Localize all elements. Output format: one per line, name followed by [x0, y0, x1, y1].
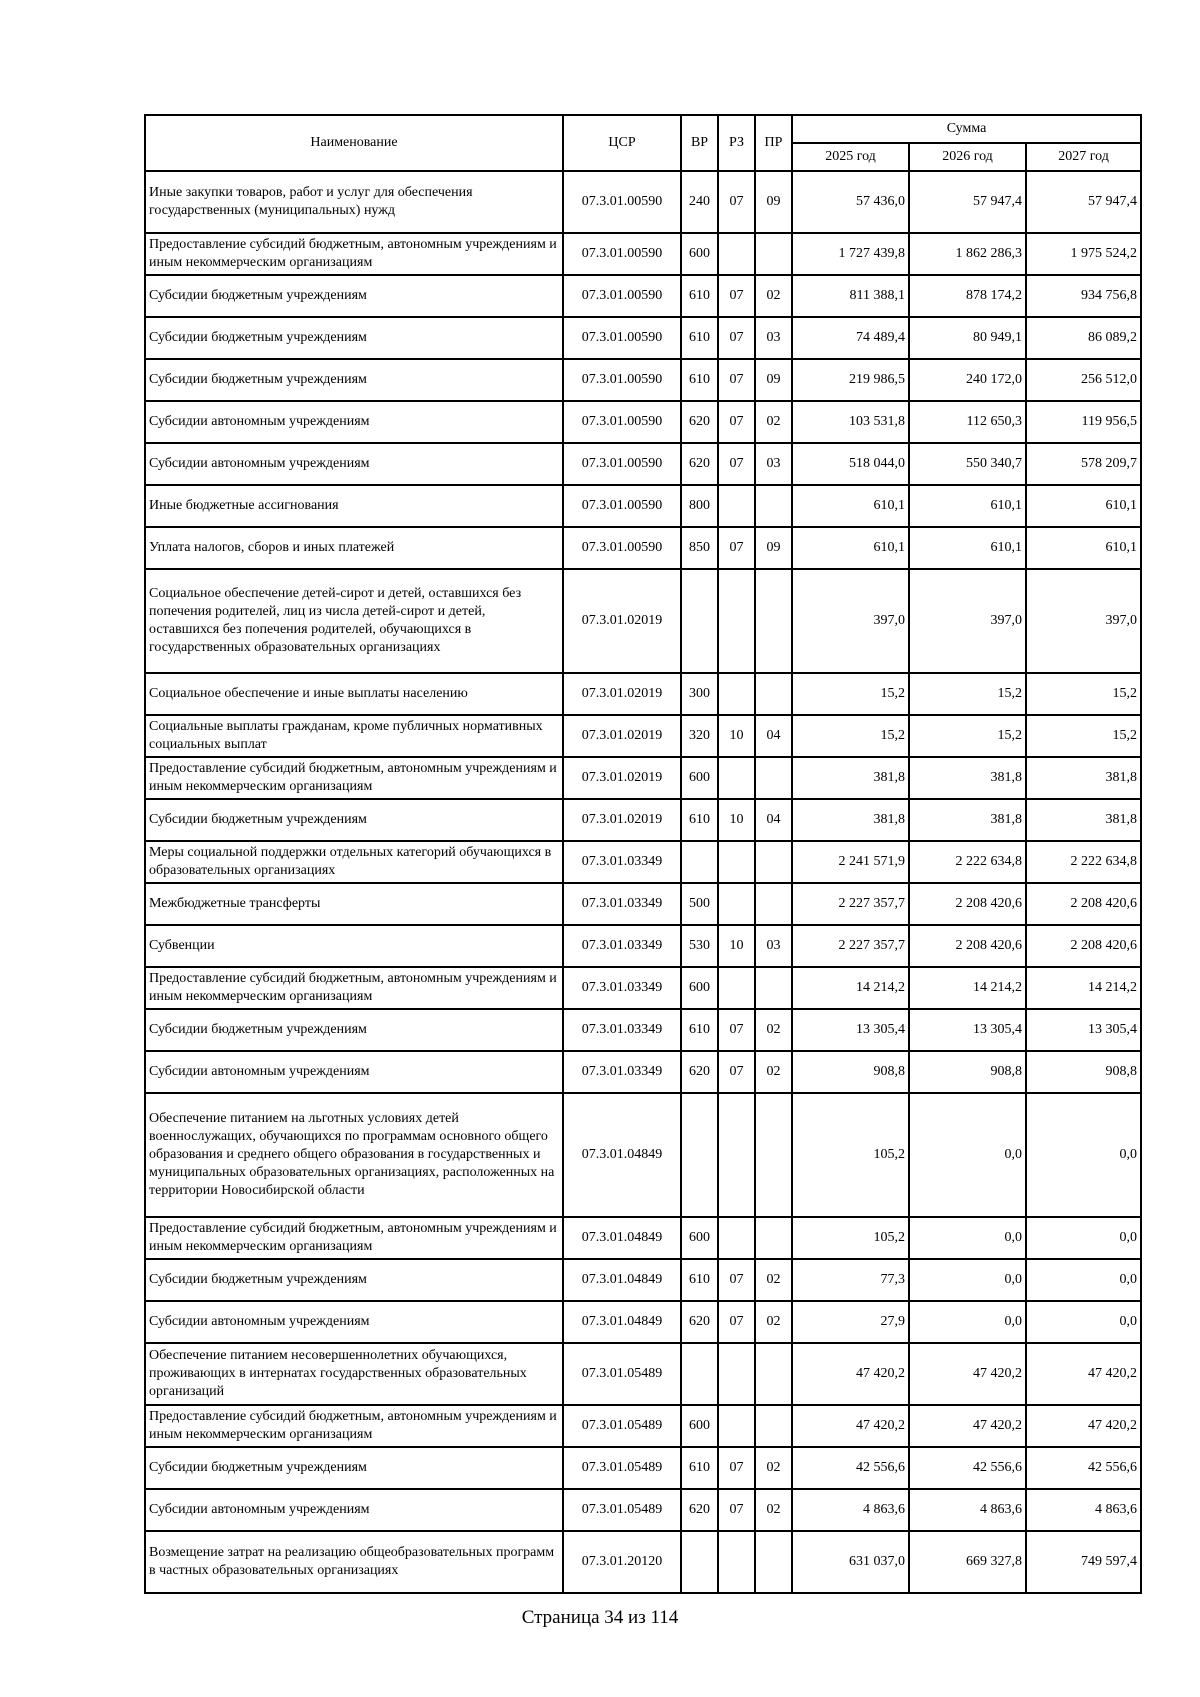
row-value-2026: 669 327,8	[909, 1531, 1026, 1593]
table-row	[145, 401, 1141, 443]
header-vr: ВР	[681, 115, 718, 171]
row-vr: 240	[681, 171, 718, 233]
row-name: Межбюджетные трансферты	[145, 883, 563, 925]
table-row	[145, 359, 1141, 401]
row-value-2025: 105,2	[792, 1093, 909, 1217]
table-row	[145, 673, 1141, 715]
header-year-2025: 2025 год	[792, 143, 909, 171]
row-rz	[718, 757, 755, 799]
row-value-2026: 57 947,4	[909, 171, 1026, 233]
row-pr: 02	[755, 1051, 792, 1093]
row-rz: 07	[718, 1301, 755, 1343]
row-value-2026: 550 340,7	[909, 443, 1026, 485]
row-csr: 07.3.01.00590	[563, 275, 681, 317]
row-rz: 07	[718, 443, 755, 485]
row-name: Социальное обеспечение и иные выплаты населению	[145, 673, 563, 715]
row-value-2025: 908,8	[792, 1051, 909, 1093]
row-name: Субсидии бюджетным учреждениям	[145, 275, 563, 317]
row-name: Возмещение затрат на реализацию общеобразовательных программ в частных образовательных организациях	[145, 1531, 563, 1593]
header-name: Наименование	[145, 115, 563, 171]
row-name: Иные закупки товаров, работ и услуг для обеспечения государственных (муниципальных) нужд	[145, 171, 563, 233]
row-rz: 10	[718, 925, 755, 967]
row-value-2027: 57 947,4	[1026, 171, 1141, 233]
row-rz	[718, 1405, 755, 1447]
row-value-2025: 2 241 571,9	[792, 841, 909, 883]
row-vr: 610	[681, 799, 718, 841]
row-value-2027: 2 222 634,8	[1026, 841, 1141, 883]
header-pr: ПР	[755, 115, 792, 171]
row-csr: 07.3.01.04849	[563, 1093, 681, 1217]
row-name: Субсидии бюджетным учреждениям	[145, 317, 563, 359]
row-value-2025: 518 044,0	[792, 443, 909, 485]
row-name: Предоставление субсидий бюджетным, автономным учреждениям и иным некоммерческим организациям	[145, 233, 563, 275]
table-row	[145, 883, 1141, 925]
row-csr: 07.3.01.02019	[563, 673, 681, 715]
table-row	[145, 569, 1141, 673]
row-csr: 07.3.01.00590	[563, 317, 681, 359]
row-name: Субвенции	[145, 925, 563, 967]
page-number: Страница 34 из 114	[521, 1607, 679, 1628]
row-vr: 620	[681, 401, 718, 443]
row-rz: 07	[718, 527, 755, 569]
row-value-2027: 15,2	[1026, 715, 1141, 757]
row-value-2027: 0,0	[1026, 1093, 1141, 1217]
row-value-2027: 13 305,4	[1026, 1009, 1141, 1051]
row-name: Предоставление субсидий бюджетным, автономным учреждениям и иным некоммерческим организациям	[145, 1217, 563, 1259]
row-csr: 07.3.01.02019	[563, 569, 681, 673]
row-value-2027: 749 597,4	[1026, 1531, 1141, 1593]
row-name: Субсидии бюджетным учреждениям	[145, 1009, 563, 1051]
row-value-2025: 219 986,5	[792, 359, 909, 401]
row-value-2025: 105,2	[792, 1217, 909, 1259]
row-name: Предоставление субсидий бюджетным, автономным учреждениям и иным некоммерческим организациям	[145, 757, 563, 799]
row-vr: 600	[681, 1405, 718, 1447]
table-row	[145, 1405, 1141, 1447]
row-csr: 07.3.01.00590	[563, 443, 681, 485]
row-vr: 610	[681, 1447, 718, 1489]
row-value-2025: 14 214,2	[792, 967, 909, 1009]
row-vr: 300	[681, 673, 718, 715]
row-pr	[755, 1343, 792, 1405]
table-row	[145, 1051, 1141, 1093]
row-value-2027: 14 214,2	[1026, 967, 1141, 1009]
budget-table	[144, 114, 1142, 1594]
row-rz: 07	[718, 1051, 755, 1093]
row-value-2025: 27,9	[792, 1301, 909, 1343]
row-pr: 02	[755, 1009, 792, 1051]
header-csr: ЦСР	[563, 115, 681, 171]
row-value-2025: 47 420,2	[792, 1343, 909, 1405]
row-csr: 07.3.01.03349	[563, 883, 681, 925]
row-vr	[681, 841, 718, 883]
row-value-2026: 14 214,2	[909, 967, 1026, 1009]
row-value-2026: 112 650,3	[909, 401, 1026, 443]
row-pr: 03	[755, 925, 792, 967]
row-value-2026: 1 862 286,3	[909, 233, 1026, 275]
row-vr: 800	[681, 485, 718, 527]
table-row	[145, 925, 1141, 967]
table-row	[145, 317, 1141, 359]
row-rz	[718, 673, 755, 715]
row-pr: 02	[755, 401, 792, 443]
table-row	[145, 275, 1141, 317]
row-name: Социальное обеспечение детей-сирот и детей, оставшихся без попечения родителей, лиц из числа детей-сирот и детей, оставшихся без попечения родителей, обучающихся в государственных образовательных организациях	[145, 569, 563, 673]
row-rz: 07	[718, 1009, 755, 1051]
row-value-2026: 0,0	[909, 1301, 1026, 1343]
row-name: Субсидии бюджетным учреждениям	[145, 799, 563, 841]
table-row	[145, 1217, 1141, 1259]
table-row	[145, 443, 1141, 485]
row-value-2025: 103 531,8	[792, 401, 909, 443]
row-value-2025: 74 489,4	[792, 317, 909, 359]
row-value-2026: 2 208 420,6	[909, 883, 1026, 925]
row-value-2027: 86 089,2	[1026, 317, 1141, 359]
row-value-2026: 15,2	[909, 673, 1026, 715]
row-value-2027: 0,0	[1026, 1217, 1141, 1259]
row-rz	[718, 569, 755, 673]
row-rz	[718, 1093, 755, 1217]
row-csr: 07.3.01.05489	[563, 1489, 681, 1531]
row-pr: 03	[755, 317, 792, 359]
row-value-2027: 2 208 420,6	[1026, 925, 1141, 967]
row-name: Субсидии бюджетным учреждениям	[145, 1447, 563, 1489]
row-vr	[681, 1343, 718, 1405]
row-value-2027: 0,0	[1026, 1259, 1141, 1301]
row-vr: 620	[681, 443, 718, 485]
row-value-2026: 240 172,0	[909, 359, 1026, 401]
table-row	[145, 757, 1141, 799]
row-name: Меры социальной поддержки отдельных категорий обучающихся в образовательных организациях	[145, 841, 563, 883]
table-row	[145, 799, 1141, 841]
row-vr: 610	[681, 1259, 718, 1301]
row-name: Предоставление субсидий бюджетным, автономным учреждениям и иным некоммерческим организациям	[145, 1405, 563, 1447]
row-rz	[718, 841, 755, 883]
row-value-2026: 42 556,6	[909, 1447, 1026, 1489]
row-value-2027: 381,8	[1026, 757, 1141, 799]
table-row	[145, 1343, 1141, 1405]
row-value-2026: 80 949,1	[909, 317, 1026, 359]
row-vr: 500	[681, 883, 718, 925]
row-value-2026: 0,0	[909, 1093, 1026, 1217]
row-vr: 530	[681, 925, 718, 967]
row-name: Уплата налогов, сборов и иных платежей	[145, 527, 563, 569]
table-row	[145, 841, 1141, 883]
row-name: Субсидии автономным учреждениям	[145, 443, 563, 485]
row-rz	[718, 1531, 755, 1593]
row-rz: 07	[718, 317, 755, 359]
table-row	[145, 1259, 1141, 1301]
row-value-2025: 77,3	[792, 1259, 909, 1301]
row-rz: 07	[718, 1489, 755, 1531]
row-vr: 620	[681, 1489, 718, 1531]
row-value-2027: 0,0	[1026, 1301, 1141, 1343]
table-row	[145, 1489, 1141, 1531]
row-value-2026: 610,1	[909, 485, 1026, 527]
row-csr: 07.3.01.05489	[563, 1405, 681, 1447]
row-value-2027: 908,8	[1026, 1051, 1141, 1093]
row-value-2027: 397,0	[1026, 569, 1141, 673]
row-pr	[755, 967, 792, 1009]
row-csr: 07.3.01.03349	[563, 1051, 681, 1093]
row-csr: 07.3.01.04849	[563, 1217, 681, 1259]
row-csr: 07.3.01.03349	[563, 841, 681, 883]
row-vr: 600	[681, 233, 718, 275]
row-value-2025: 397,0	[792, 569, 909, 673]
row-value-2025: 2 227 357,7	[792, 883, 909, 925]
row-pr: 02	[755, 1301, 792, 1343]
row-value-2025: 811 388,1	[792, 275, 909, 317]
row-pr	[755, 1093, 792, 1217]
row-value-2027: 15,2	[1026, 673, 1141, 715]
row-value-2025: 381,8	[792, 757, 909, 799]
row-csr: 07.3.01.00590	[563, 485, 681, 527]
row-pr	[755, 1531, 792, 1593]
table-row	[145, 233, 1141, 275]
row-rz	[718, 1217, 755, 1259]
row-value-2025: 610,1	[792, 485, 909, 527]
row-value-2027: 47 420,2	[1026, 1405, 1141, 1447]
row-rz	[718, 883, 755, 925]
row-csr: 07.3.01.03349	[563, 967, 681, 1009]
row-pr	[755, 841, 792, 883]
table-row	[145, 171, 1141, 233]
row-name: Субсидии автономным учреждениям	[145, 1489, 563, 1531]
row-value-2027: 4 863,6	[1026, 1489, 1141, 1531]
row-value-2026: 381,8	[909, 799, 1026, 841]
row-vr	[681, 569, 718, 673]
row-value-2025: 15,2	[792, 673, 909, 715]
row-csr: 07.3.01.00590	[563, 527, 681, 569]
row-name: Социальные выплаты гражданам, кроме публичных нормативных социальных выплат	[145, 715, 563, 757]
table-row	[145, 1009, 1141, 1051]
table-row	[145, 967, 1141, 1009]
row-value-2025: 1 727 439,8	[792, 233, 909, 275]
row-name: Обеспечение питанием на льготных условиях детей военнослужащих, обучающихся по программам основного общего образования и среднего общего образования в государственных и муниципальных образовательных организациях, расположенных на территории Новосибирской области	[145, 1093, 563, 1217]
row-pr: 02	[755, 1259, 792, 1301]
row-value-2027: 256 512,0	[1026, 359, 1141, 401]
row-vr: 610	[681, 317, 718, 359]
row-pr	[755, 757, 792, 799]
row-pr: 09	[755, 527, 792, 569]
row-pr: 03	[755, 443, 792, 485]
row-csr: 07.3.01.04849	[563, 1259, 681, 1301]
row-csr: 07.3.01.00590	[563, 401, 681, 443]
row-rz	[718, 485, 755, 527]
row-value-2027: 610,1	[1026, 527, 1141, 569]
table-row	[145, 1447, 1141, 1489]
row-name: Субсидии автономным учреждениям	[145, 1051, 563, 1093]
row-vr: 600	[681, 967, 718, 1009]
table-row	[145, 715, 1141, 757]
row-csr: 07.3.01.05489	[563, 1447, 681, 1489]
row-rz: 07	[718, 401, 755, 443]
row-pr	[755, 673, 792, 715]
row-value-2025: 2 227 357,7	[792, 925, 909, 967]
row-value-2027: 578 209,7	[1026, 443, 1141, 485]
row-name: Субсидии бюджетным учреждениям	[145, 1259, 563, 1301]
header-sum: Сумма	[792, 115, 1141, 143]
row-value-2027: 42 556,6	[1026, 1447, 1141, 1489]
row-value-2026: 0,0	[909, 1217, 1026, 1259]
row-name: Обеспечение питанием несовершеннолетних обучающихся, проживающих в интернатах государственных образовательных организаций	[145, 1343, 563, 1405]
row-rz	[718, 967, 755, 1009]
row-csr: 07.3.01.20120	[563, 1531, 681, 1593]
row-value-2026: 4 863,6	[909, 1489, 1026, 1531]
row-pr: 04	[755, 715, 792, 757]
row-value-2025: 42 556,6	[792, 1447, 909, 1489]
row-csr: 07.3.01.02019	[563, 799, 681, 841]
row-pr: 02	[755, 1489, 792, 1531]
row-csr: 07.3.01.02019	[563, 757, 681, 799]
row-rz: 07	[718, 171, 755, 233]
row-rz: 07	[718, 1447, 755, 1489]
row-pr	[755, 1217, 792, 1259]
row-vr	[681, 1093, 718, 1217]
row-pr	[755, 485, 792, 527]
row-rz: 10	[718, 799, 755, 841]
row-vr: 620	[681, 1051, 718, 1093]
row-rz	[718, 233, 755, 275]
row-rz: 07	[718, 359, 755, 401]
table-row	[145, 485, 1141, 527]
row-value-2026: 2 208 420,6	[909, 925, 1026, 967]
row-csr: 07.3.01.00590	[563, 233, 681, 275]
row-pr: 02	[755, 275, 792, 317]
row-rz: 10	[718, 715, 755, 757]
row-vr: 610	[681, 1009, 718, 1051]
row-pr	[755, 883, 792, 925]
row-vr: 600	[681, 757, 718, 799]
row-csr: 07.3.01.03349	[563, 1009, 681, 1051]
table-row	[145, 1301, 1141, 1343]
row-value-2027: 934 756,8	[1026, 275, 1141, 317]
row-value-2026: 0,0	[909, 1259, 1026, 1301]
row-pr	[755, 233, 792, 275]
row-pr: 04	[755, 799, 792, 841]
header-year-2027: 2027 год	[1026, 143, 1141, 171]
row-vr: 320	[681, 715, 718, 757]
row-pr	[755, 1405, 792, 1447]
row-csr: 07.3.01.00590	[563, 359, 681, 401]
row-name: Субсидии автономным учреждениям	[145, 1301, 563, 1343]
row-csr: 07.3.01.03349	[563, 925, 681, 967]
row-value-2026: 47 420,2	[909, 1343, 1026, 1405]
row-value-2027: 2 208 420,6	[1026, 883, 1141, 925]
row-csr: 07.3.01.04849	[563, 1301, 681, 1343]
header-year-2026: 2026 год	[909, 143, 1026, 171]
row-value-2026: 908,8	[909, 1051, 1026, 1093]
row-value-2025: 15,2	[792, 715, 909, 757]
table-body	[145, 171, 1141, 1593]
row-vr	[681, 1531, 718, 1593]
row-value-2025: 4 863,6	[792, 1489, 909, 1531]
table-row	[145, 527, 1141, 569]
row-value-2026: 47 420,2	[909, 1405, 1026, 1447]
row-csr: 07.3.01.05489	[563, 1343, 681, 1405]
table-row	[145, 1531, 1141, 1593]
row-pr: 09	[755, 171, 792, 233]
row-value-2027: 119 956,5	[1026, 401, 1141, 443]
row-value-2025: 610,1	[792, 527, 909, 569]
row-value-2025: 47 420,2	[792, 1405, 909, 1447]
row-value-2025: 57 436,0	[792, 171, 909, 233]
row-value-2027: 381,8	[1026, 799, 1141, 841]
row-pr: 09	[755, 359, 792, 401]
row-value-2025: 631 037,0	[792, 1531, 909, 1593]
row-vr: 610	[681, 359, 718, 401]
row-vr: 610	[681, 275, 718, 317]
row-value-2027: 1 975 524,2	[1026, 233, 1141, 275]
row-rz: 07	[718, 275, 755, 317]
row-name: Иные бюджетные ассигнования	[145, 485, 563, 527]
row-value-2027: 47 420,2	[1026, 1343, 1141, 1405]
row-value-2026: 610,1	[909, 527, 1026, 569]
row-pr	[755, 569, 792, 673]
row-vr: 850	[681, 527, 718, 569]
row-value-2026: 13 305,4	[909, 1009, 1026, 1051]
row-rz: 07	[718, 1259, 755, 1301]
row-csr: 07.3.01.00590	[563, 171, 681, 233]
row-rz	[718, 1343, 755, 1405]
row-value-2026: 878 174,2	[909, 275, 1026, 317]
row-vr: 600	[681, 1217, 718, 1259]
row-csr: 07.3.01.02019	[563, 715, 681, 757]
row-name: Предоставление субсидий бюджетным, автономным учреждениям и иным некоммерческим организациям	[145, 967, 563, 1009]
row-value-2026: 397,0	[909, 569, 1026, 673]
row-pr: 02	[755, 1447, 792, 1489]
row-name: Субсидии бюджетным учреждениям	[145, 359, 563, 401]
table-row	[145, 1093, 1141, 1217]
row-value-2025: 13 305,4	[792, 1009, 909, 1051]
row-name: Субсидии автономным учреждениям	[145, 401, 563, 443]
header-rz: РЗ	[718, 115, 755, 171]
row-value-2026: 2 222 634,8	[909, 841, 1026, 883]
row-value-2026: 15,2	[909, 715, 1026, 757]
row-value-2026: 381,8	[909, 757, 1026, 799]
row-vr: 620	[681, 1301, 718, 1343]
row-value-2027: 610,1	[1026, 485, 1141, 527]
row-value-2025: 381,8	[792, 799, 909, 841]
